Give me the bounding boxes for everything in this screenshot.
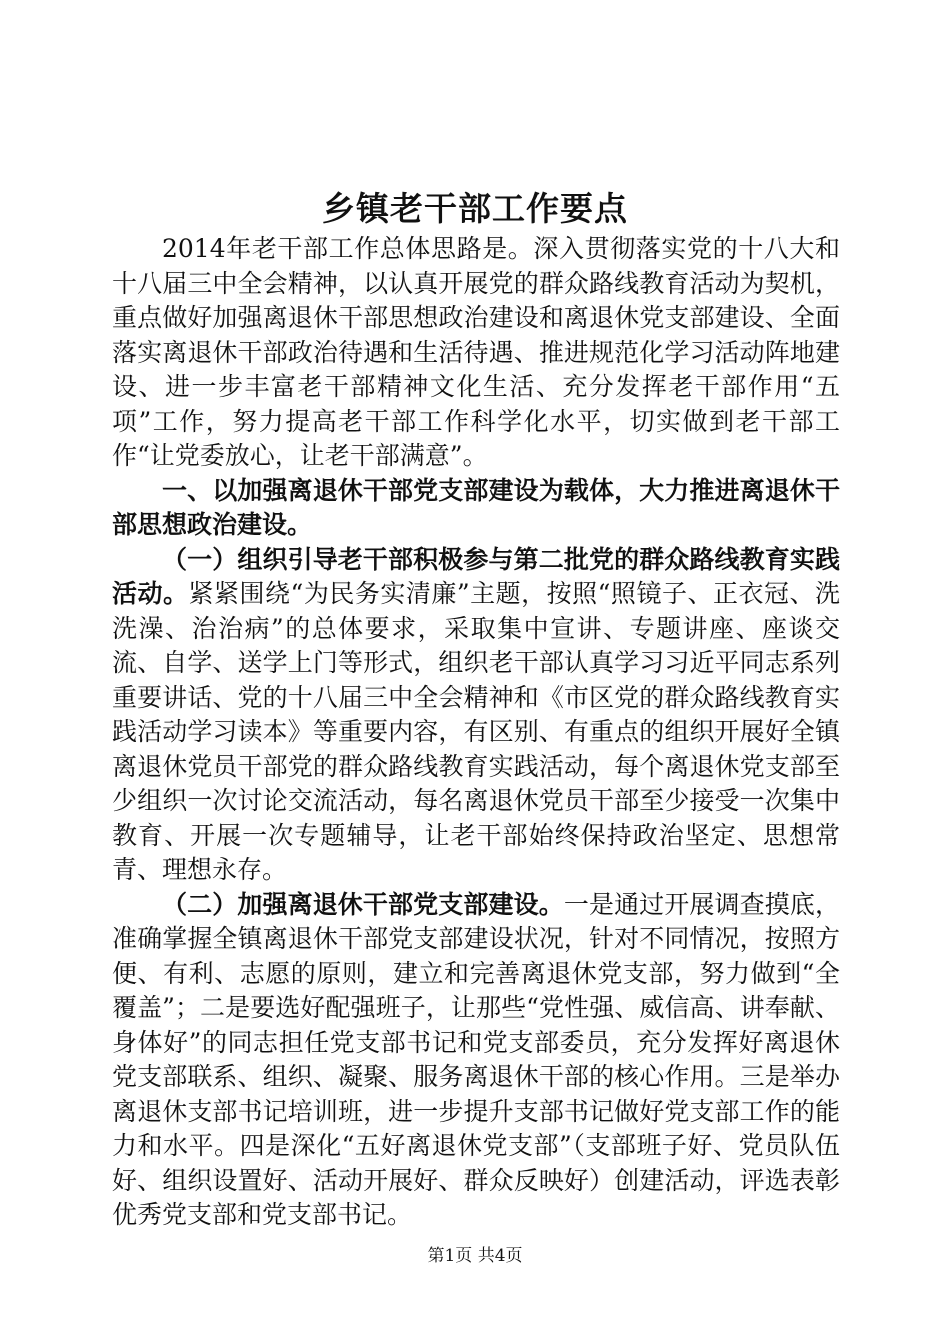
paragraph-text: 一是通过开展调查摸底，准确掌握全镇离退休干部党支部建设状况，针对不同情况，按照方便、有利、志愿的原则，建立和完善离退休党支部，努力做到“全覆盖”；二是要选好配强班子，让那些“党性强、威信高、讲奉献、身体好”的同志担任党支部书记和党支部委员，充分发挥好离退休党支部联系、组织、凝聚、服务离退休干部的核心作用。三是举办离退休支部书记培训班，进一步提升支部书记做好党支部工作的能力和水平。四是深化“五好离退休党支部”（支部班子好、党员队伍好、组织设置好、活动开展好、群众反映好）创建活动，评选表彰优秀党支部和党支部书记。 — [112, 889, 840, 1229]
paragraph-text: 2014年老干部工作总体思路是。深入贯彻落实党的十八大和十八届三中全会精神，以认真开展党的群众路线教育活动为契机，重点做好加强离退休干部思想政治建设和离退休党支部建设、全面落实离退休干部政治待遇和生活待遇、推进规范化学习活动阵地建设、进一步丰富老干部精神文化生活、充分发挥老干部作用“五项”工作，努力提高老干部工作科学化水平，切实做到老干部工作“让党委放心，让老干部满意”。 — [112, 234, 840, 470]
paragraph-item-2 — [112, 888, 840, 1233]
document-title: 乡镇老干部工作要点 — [322, 189, 628, 228]
page-number-footer: 第1页 共4页 — [427, 1246, 523, 1266]
document-body — [112, 232, 840, 1233]
paragraph-lead: 一、以加强离退休干部党支部建设为载体，大力推进离退休干部思想政治建设。 — [112, 475, 840, 539]
paragraph-item-1 — [112, 543, 840, 888]
section-heading-1 — [112, 474, 840, 543]
paragraph-intro — [112, 232, 840, 474]
paragraph-lead: （二）加强离退休干部党支部建设。 — [162, 889, 564, 919]
paragraph-lead: （一）组织引导老干部积极参与第二批党的群众路线教育实践活动。 — [112, 544, 840, 608]
paragraph-text: 紧紧围绕“为民务实清廉”主题，按照“照镜子、正衣冠、洗洗澡、治治病”的总体要求，采取集中宣讲、专题讲座、座谈交流、自学、送学上门等形式，组织老干部认真学习习近平同志系列重要讲话、党的十八届三中全会精神和《市区党的群众路线教育实践活动学习读本》等重要内容，有区别、有重点的组织开展好全镇离退休党员干部党的群众路线教育实践活动，每个离退休党支部至少组织一次讨论交流活动，每名离退休党员干部至少接受一次集中教育、开展一次专题辅导，让老干部始终保持政治坚定、思想常青、理想永存。 — [112, 579, 840, 884]
